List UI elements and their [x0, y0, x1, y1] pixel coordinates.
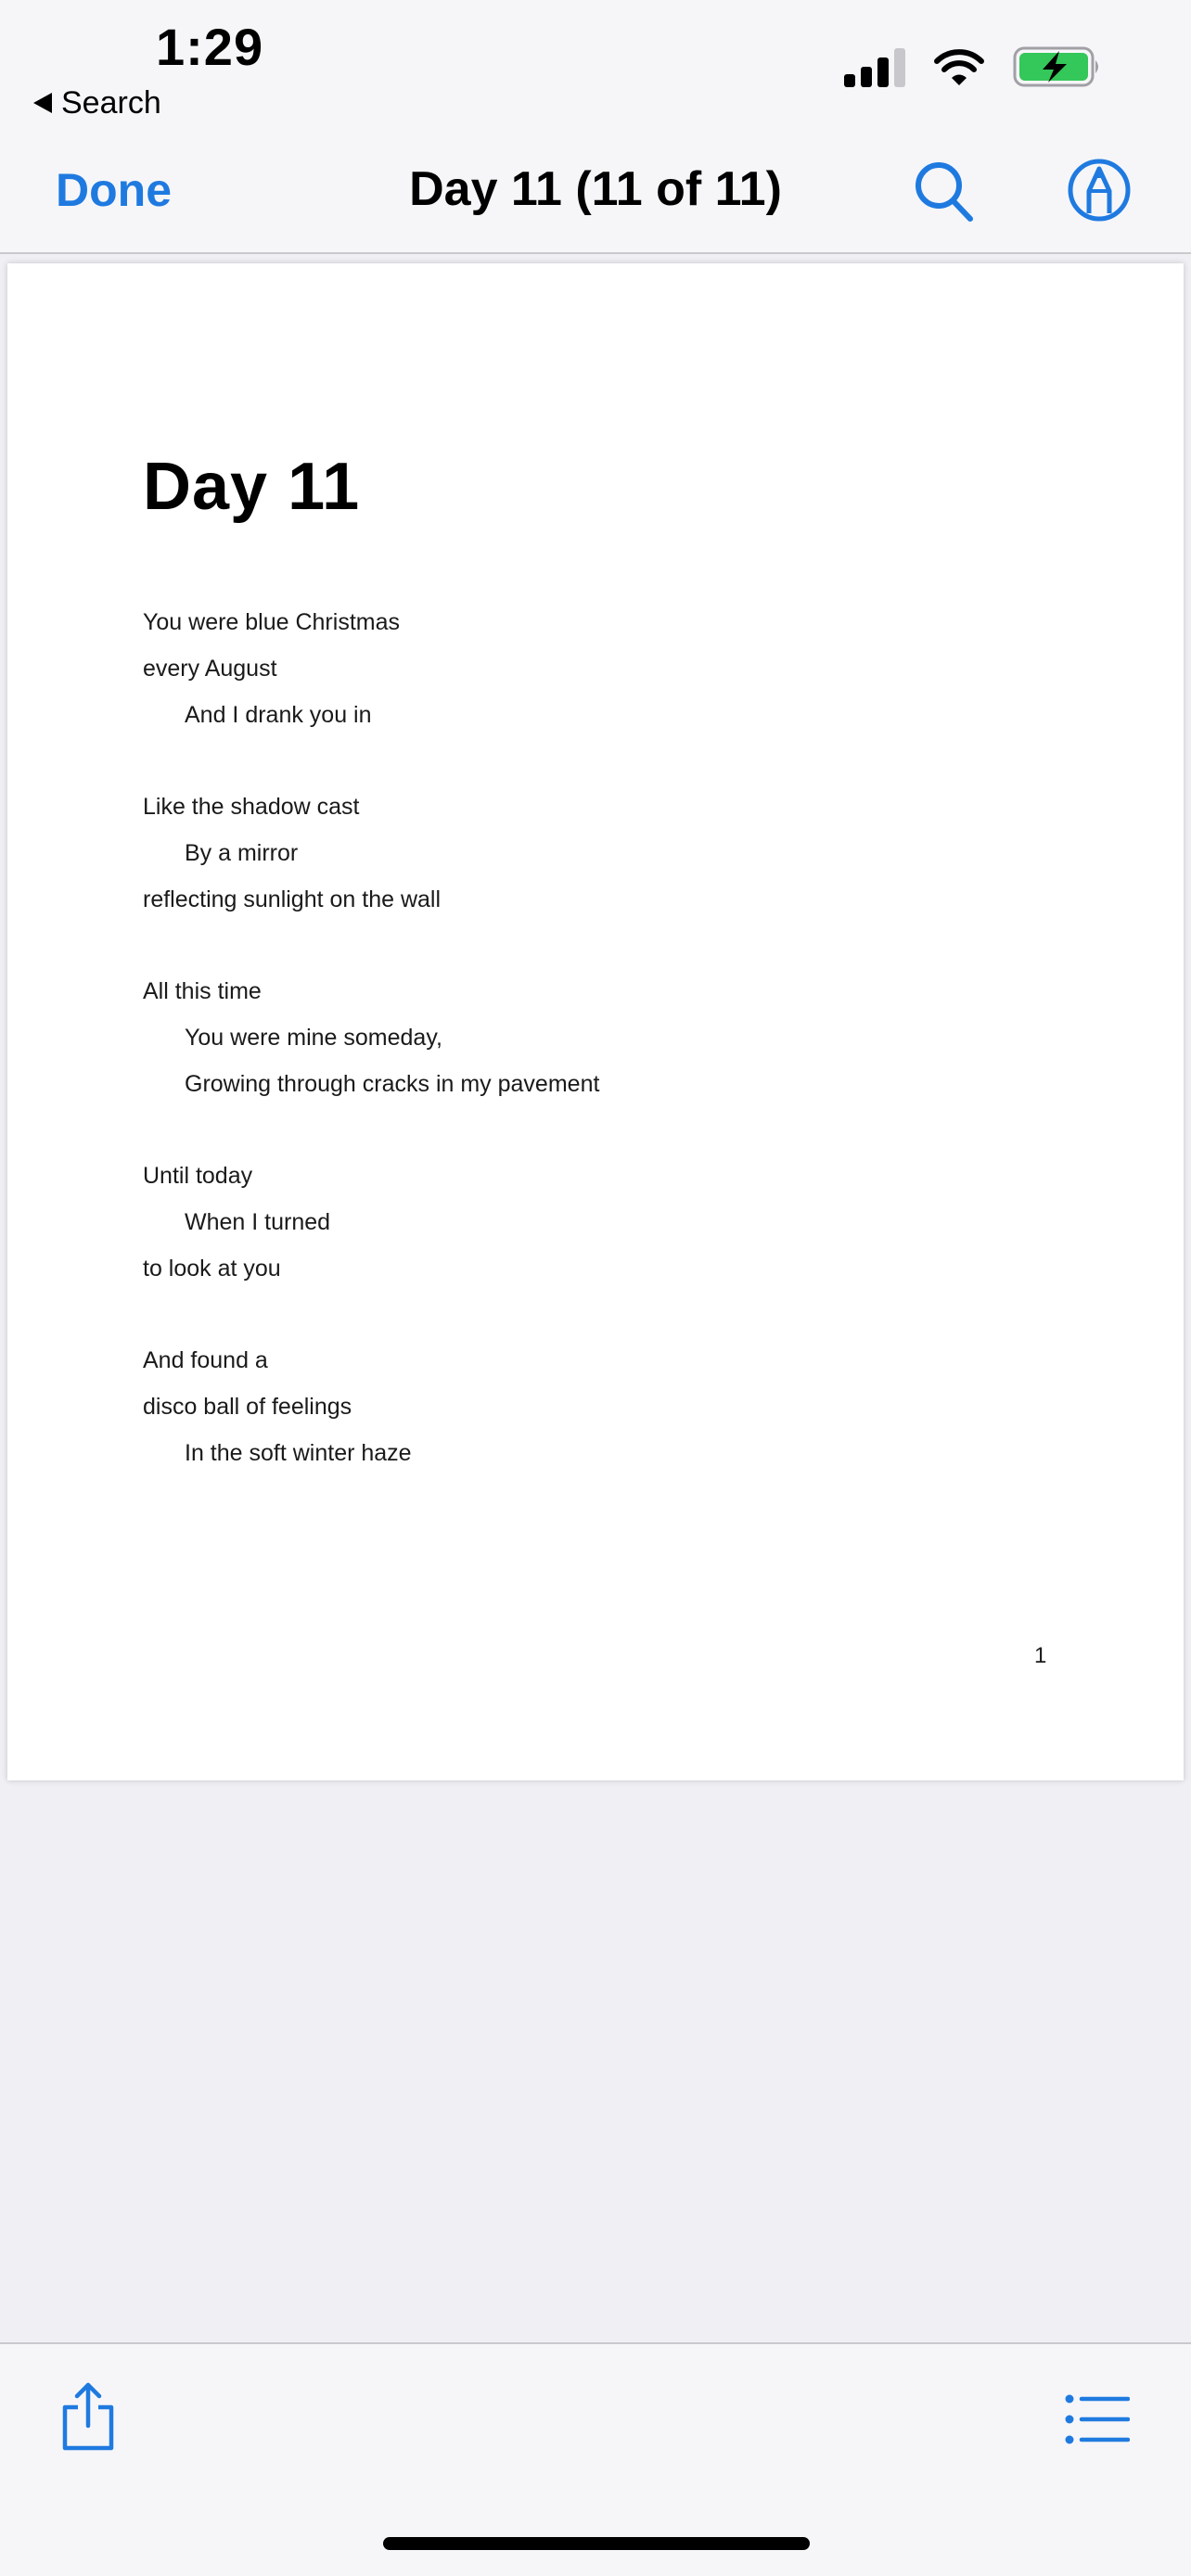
back-link-label: Search — [61, 84, 161, 121]
top-bar — [0, 0, 1191, 254]
share-icon[interactable] — [59, 2379, 117, 2454]
stanza-break — [143, 1292, 1070, 1337]
poem-line: And found a — [143, 1347, 268, 1373]
poem-line: reflecting sunlight on the wall — [143, 886, 442, 912]
page-number: 1 — [1034, 1643, 1047, 1668]
cellular-signal-icon — [844, 46, 905, 87]
poem-body — [143, 599, 1070, 1476]
stanza-break — [143, 738, 1070, 784]
stanza-break — [143, 1107, 1070, 1153]
battery-charging-icon — [1013, 46, 1102, 87]
poem-line: When I turned — [185, 1209, 331, 1235]
page-title: Day 11 (11 of 11) — [409, 162, 782, 216]
status-icons — [844, 46, 1102, 87]
list-icon[interactable] — [1065, 2394, 1130, 2444]
stanza-break — [143, 923, 1070, 968]
poem-line: Until today — [143, 1163, 253, 1189]
document-page[interactable] — [7, 263, 1184, 1780]
poem-line: Growing through cracks in my pavement — [185, 1071, 600, 1097]
poem-line: to look at you — [143, 1256, 281, 1282]
poem-line: Like the shadow cast — [143, 794, 360, 820]
wifi-icon — [933, 46, 985, 87]
home-indicator[interactable] — [383, 2537, 810, 2550]
poem-line: disco ball of feelings — [143, 1394, 352, 1420]
back-to-search-link[interactable] — [33, 82, 161, 124]
search-icon[interactable] — [911, 158, 976, 224]
poem-line: All this time — [143, 978, 262, 1004]
poem-line: And I drank you in — [185, 702, 372, 728]
done-button[interactable]: Done — [56, 164, 172, 216]
document-title: Day 11 — [143, 450, 361, 524]
poem-line: every August — [143, 656, 277, 682]
poem-line: By a mirror — [185, 840, 299, 866]
status-time: 1:29 — [156, 18, 264, 76]
poem-line: In the soft winter haze — [185, 1440, 412, 1466]
back-triangle-icon — [33, 93, 52, 113]
poem-line: You were blue Christmas — [143, 609, 400, 635]
bottom-toolbar — [0, 2342, 1191, 2576]
poem-line: You were mine someday, — [185, 1025, 442, 1051]
markup-pen-icon[interactable] — [1067, 158, 1132, 223]
